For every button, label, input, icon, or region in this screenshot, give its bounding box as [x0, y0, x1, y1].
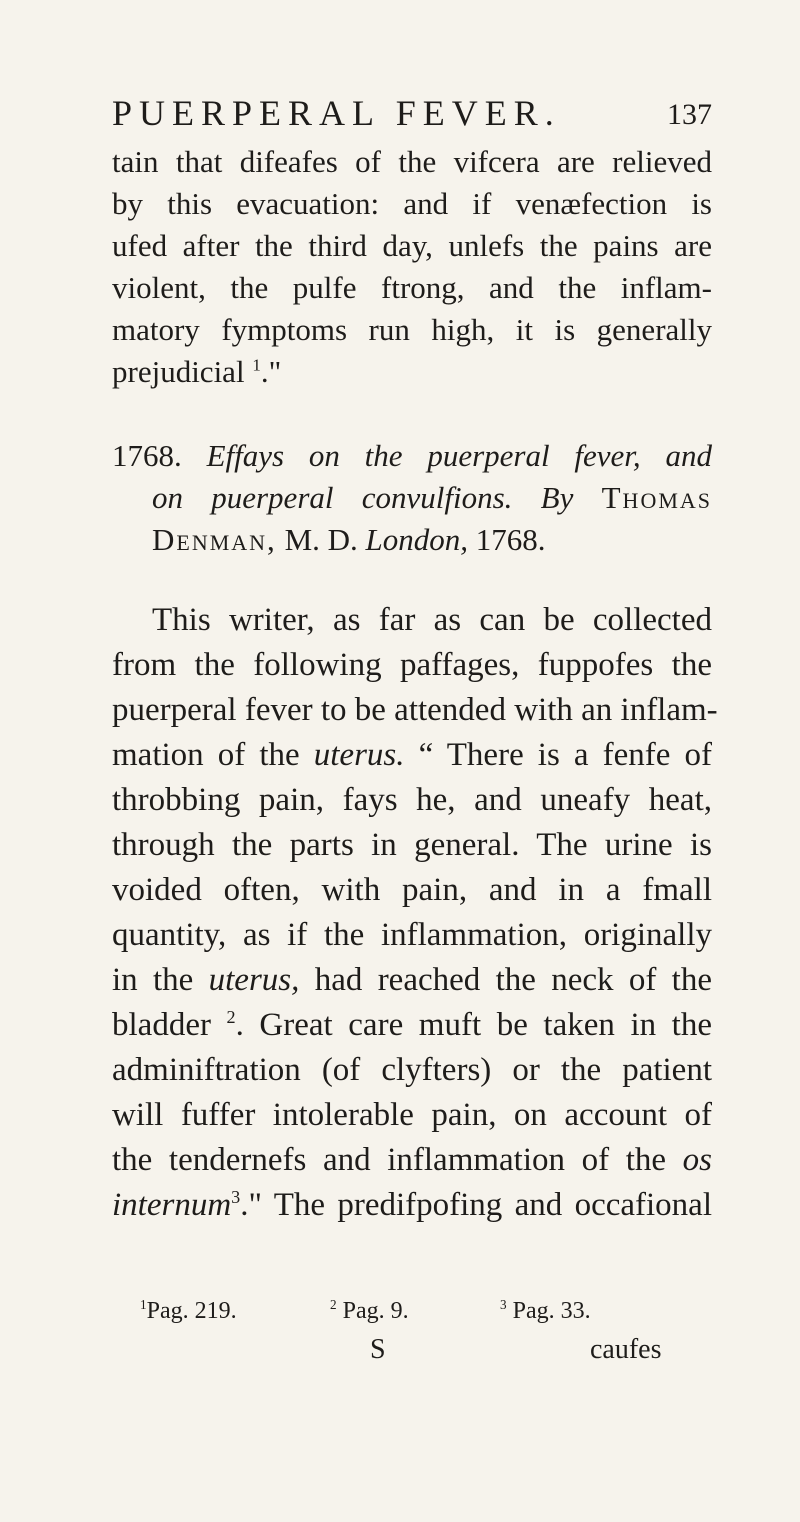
text-line	[112, 352, 712, 392]
text-span: mation of the	[112, 737, 300, 773]
text-line	[112, 1005, 712, 1045]
signature-mark: S	[370, 1334, 386, 1365]
text-line: will fuffer intolerable pain, on account of	[112, 1097, 712, 1133]
footnote	[500, 1298, 591, 1325]
footnote	[140, 1298, 237, 1325]
entry-conj: and	[665, 438, 712, 473]
entry-author: Thomas	[601, 480, 713, 515]
footnote-text: Pag. 33.	[512, 1298, 591, 1324]
text-line: from the following paffages, fuppofes the	[112, 647, 712, 683]
text-line	[112, 1140, 712, 1180]
text-span: prejudicial	[112, 354, 253, 389]
text-line: by this evacuation: and if venæfection is	[112, 186, 712, 221]
footnote	[330, 1298, 409, 1325]
footnote-text: Pag. 9.	[342, 1298, 409, 1324]
entry-line	[112, 436, 712, 476]
text-line: ufed after the third day, unlefs the pains are	[112, 228, 712, 263]
entry-title: on puerperal convulfions.	[152, 480, 513, 515]
entry-year: 1768.	[112, 438, 182, 473]
text-line: puerperal fever to be attended with an inflam-	[112, 692, 718, 728]
text-line: tain that difeafes of the vifcera are relieved	[112, 144, 712, 179]
entry-author: Denman,	[152, 522, 277, 557]
text-span: “ There is a fenfe of	[418, 737, 713, 773]
running-title: PUERPERAL FEVER.	[112, 93, 561, 133]
entry-place: London,	[365, 522, 469, 557]
footnote-mark: 1	[140, 1297, 147, 1312]
text-line: This writer, as far as can be collected	[152, 602, 712, 638]
text-span: had reached the neck of the	[314, 962, 712, 998]
footnote-text: Pag. 219.	[146, 1298, 237, 1324]
text-line: adminiftration (of clyfters) or the patient	[112, 1052, 712, 1088]
text-span: bladder	[112, 1007, 227, 1043]
text-span: the tendernefs and inflammation of the	[112, 1142, 667, 1178]
text-line: through the parts in general. The urine is	[112, 827, 712, 863]
entry-degree: M. D.	[284, 522, 358, 557]
entry-line	[152, 478, 712, 518]
text-line: violent, the pulfe ftrong, and the inflam-	[112, 270, 712, 305]
entry-date: 1768.	[475, 522, 546, 557]
text-span: ." The predifpofing and occafional	[240, 1187, 712, 1223]
text-span: in the	[112, 962, 194, 998]
text-line: quantity, as if the inflammation, originally	[112, 917, 712, 953]
catchword: caufes	[590, 1334, 662, 1365]
italic-term: uterus.	[313, 737, 405, 773]
footnote-ref: 1	[252, 355, 261, 375]
running-head	[112, 92, 712, 132]
footnote-mark: 2	[330, 1297, 337, 1312]
text-line: voided often, with pain, and in a fmall	[112, 872, 712, 908]
entry-line	[152, 520, 712, 560]
text-line: throbbing pain, fays he, and uneafy heat,	[112, 782, 712, 818]
text-line: matory fymptoms run high, it is generally	[112, 312, 712, 347]
text-line	[112, 960, 712, 1000]
text-line	[112, 1185, 712, 1225]
italic-term: os	[682, 1142, 712, 1178]
text-span: . Great care muft be taken in the	[235, 1007, 712, 1043]
footnote-ref: 3	[231, 1187, 241, 1207]
text-span: ."	[260, 354, 282, 389]
text-line	[112, 735, 712, 775]
page-number: 137	[667, 98, 712, 131]
entry-by: By	[540, 480, 574, 515]
footnotes	[140, 1298, 700, 1332]
italic-term: internum	[112, 1187, 232, 1223]
entry-title: Effays on the puerperal fever,	[206, 438, 641, 473]
italic-term: uterus,	[208, 962, 300, 998]
footnote-mark: 3	[500, 1297, 507, 1312]
footnote-ref: 2	[226, 1007, 236, 1027]
